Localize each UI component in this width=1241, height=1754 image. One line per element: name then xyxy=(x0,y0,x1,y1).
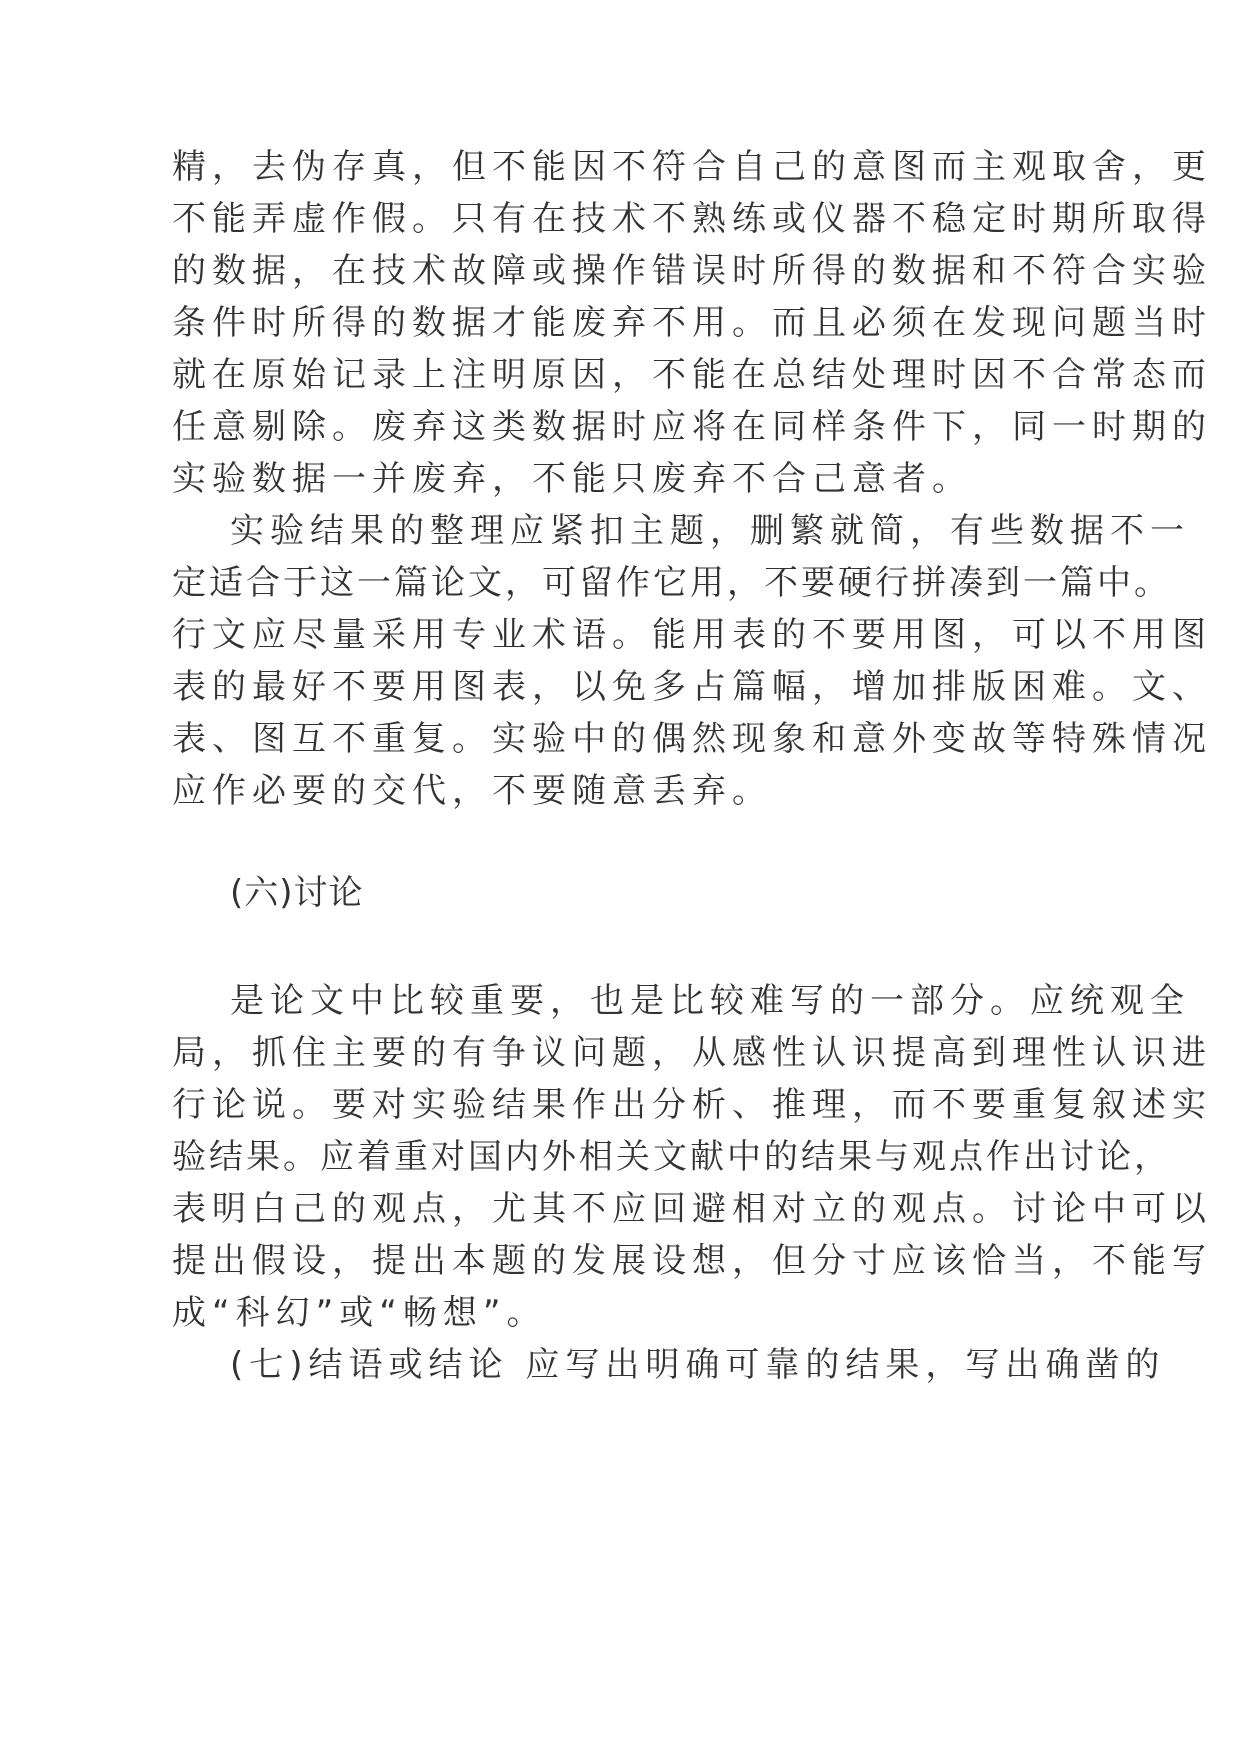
paragraph-first-line xyxy=(0,975,1241,1027)
text-line-content: (七)结语或结论 应写出明确可靠的结果，写出确凿的 xyxy=(230,1345,1166,1385)
paragraph-first-line xyxy=(0,505,1241,557)
text-line xyxy=(0,297,1241,349)
text-line xyxy=(0,193,1241,245)
text-line xyxy=(0,609,1241,661)
text-line-content: 任意剔除。废弃这类数据时应将在同样条件下，同一时期的 xyxy=(172,407,1212,447)
text-line xyxy=(0,141,1241,193)
text-line xyxy=(0,765,1241,817)
text-line xyxy=(0,245,1241,297)
text-line-content: 定适合于这一篇论文，可留作它用，不要硬行拼凑到一篇中。 xyxy=(172,563,1171,603)
text-line-content: 表、图互不重复。实验中的偶然现象和意外变故等特殊情况 xyxy=(172,719,1212,759)
text-line xyxy=(0,349,1241,401)
text-line-content: 行文应尽量采用专业术语。能用表的不要用图，可以不用图 xyxy=(172,615,1212,655)
text-line-content: 表明白己的观点，尤其不应回避相对立的观点。讨论中可以 xyxy=(172,1189,1212,1229)
text-line-content: 成“科幻”或“畅想”。 xyxy=(172,1293,547,1333)
text-line-content: 是论文中比较重要，也是比较难写的一部分。应统观全 xyxy=(230,981,1190,1021)
text-line xyxy=(0,1131,1241,1183)
text-line-content: 局，抓住主要的有争议问题，从感性认识提高到理性认识进 xyxy=(172,1033,1212,1073)
text-line-content: 条件时所得的数据才能废弃不用。而且必须在发现问题当时 xyxy=(172,303,1212,343)
text-line xyxy=(0,557,1241,609)
text-line-content: 应作必要的交代，不要随意丢弃。 xyxy=(172,771,772,811)
section-heading xyxy=(0,867,1241,919)
text-line-content: 验结果。应着重对国内外相关文献中的结果与观点作出讨论， xyxy=(172,1137,1171,1177)
text-line-content: 提出假设，提出本题的发展设想，但分寸应该恰当，不能写 xyxy=(172,1241,1212,1281)
text-line-content: 不能弄虚作假。只有在技术不熟练或仪器不稳定时期所取得 xyxy=(172,199,1212,239)
text-line xyxy=(0,1183,1241,1235)
text-line-content: 行论说。要对实验结果作出分析、推理，而不要重复叙述实 xyxy=(172,1085,1212,1125)
text-line xyxy=(0,453,1241,505)
text-line xyxy=(0,1079,1241,1131)
text-line xyxy=(0,661,1241,713)
text-line-content: 实验数据一并废弃，不能只废弃不合己意者。 xyxy=(172,459,972,499)
text-line xyxy=(0,1287,1241,1339)
text-line-content: 实验结果的整理应紧扣主题，删繁就简，有些数据不一 xyxy=(230,511,1190,551)
text-line xyxy=(0,713,1241,765)
section-heading-line xyxy=(0,1339,1241,1391)
text-line-content: 精，去伪存真，但不能因不符合自己的意图而主观取舍，更 xyxy=(172,147,1212,187)
text-line-content: 表的最好不要用图表，以免多占篇幅，增加排版困难。文、 xyxy=(172,667,1212,707)
text-line xyxy=(0,401,1241,453)
text-line xyxy=(0,1027,1241,1079)
section-heading-text: (六)讨论 xyxy=(230,873,364,913)
text-line-content: 的数据，在技术故障或操作错误时所得的数据和不符合实验 xyxy=(172,251,1212,291)
text-line xyxy=(0,1235,1241,1287)
text-line-content: 就在原始记录上注明原因，不能在总结处理时因不合常态而 xyxy=(172,355,1212,395)
